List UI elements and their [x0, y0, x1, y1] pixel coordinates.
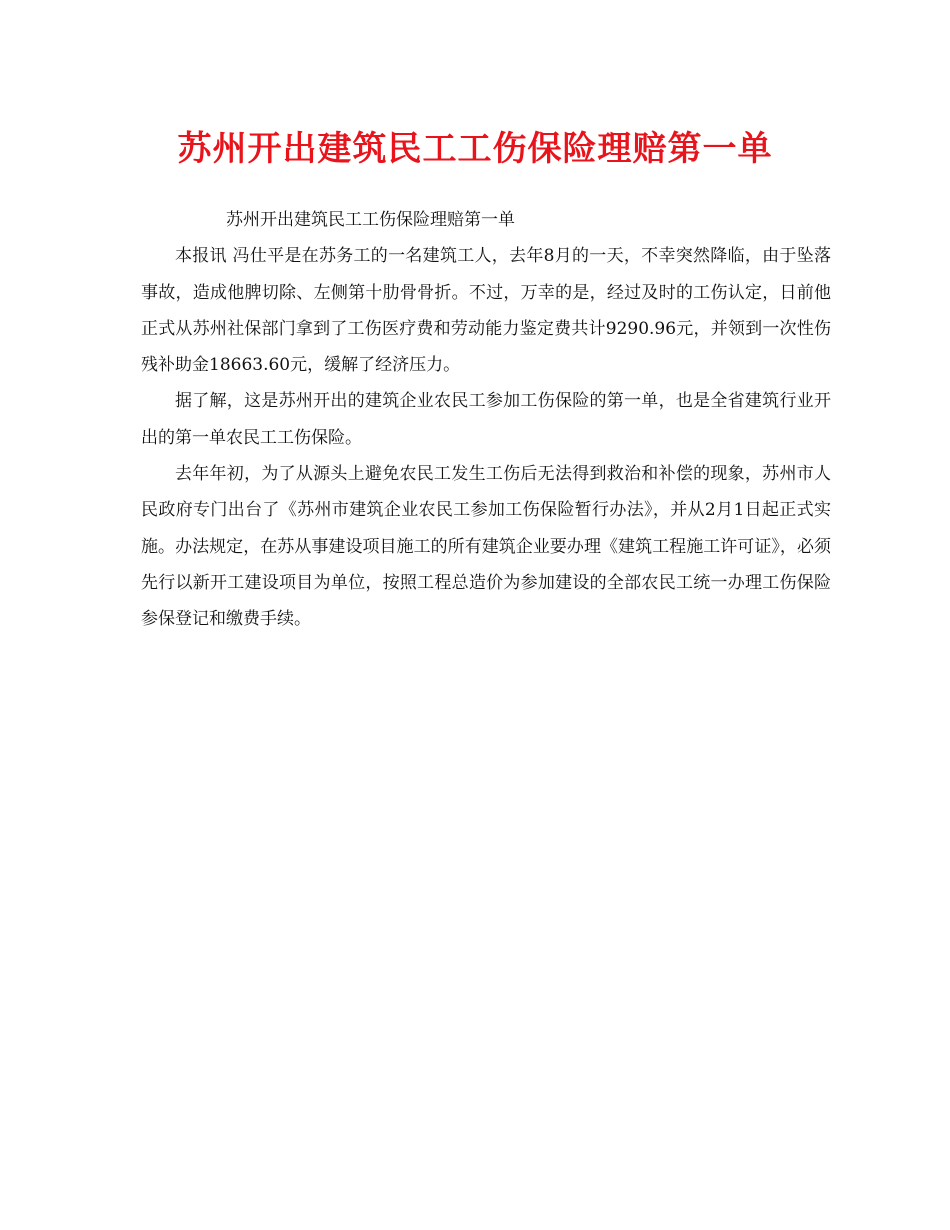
document-subtitle: 苏州开出建筑民工工伤保险理赔第一单 [226, 210, 515, 230]
paragraph-2: 据了解，这是苏州开出的建筑企业农民工参加工伤保险的第一单，也是全省建筑行业开出的第一单农民工工伤保险。 [141, 391, 831, 448]
document-body [141, 202, 831, 638]
document-title: 苏州开出建筑民工工伤保险理赔第一单 [177, 129, 773, 169]
paragraph-3: 去年年初，为了从源头上避免农民工发生工伤后无法得到救治和补偿的现象，苏州市人民政府专门出台了《苏州市建筑企业农民工参加工伤保险暂行办法》，并从2月1日起正式实施。办法规定，在苏从事建设项目施工的所有建筑企业要办理《建筑工程施工许可证》，必须先行以新开工建设项目为单位，按照工程总造价为参加建设的全部农民工统一办理工伤保险参保登记和缴费手续。 [141, 464, 831, 630]
paragraph-1: 本报讯 冯仕平是在苏务工的一名建筑工人，去年8月的一天，不幸突然降临，由于坠落事故，造成他脾切除、左侧第十肋骨骨折。不过，万幸的是，经过及时的工伤认定，日前他正式从苏州社保部门拿到了工伤医疗费和劳动能力鉴定费共计9290.96元，并领到一次性伤残补助金18663.60元，缓解了经济压力。 [141, 246, 831, 376]
